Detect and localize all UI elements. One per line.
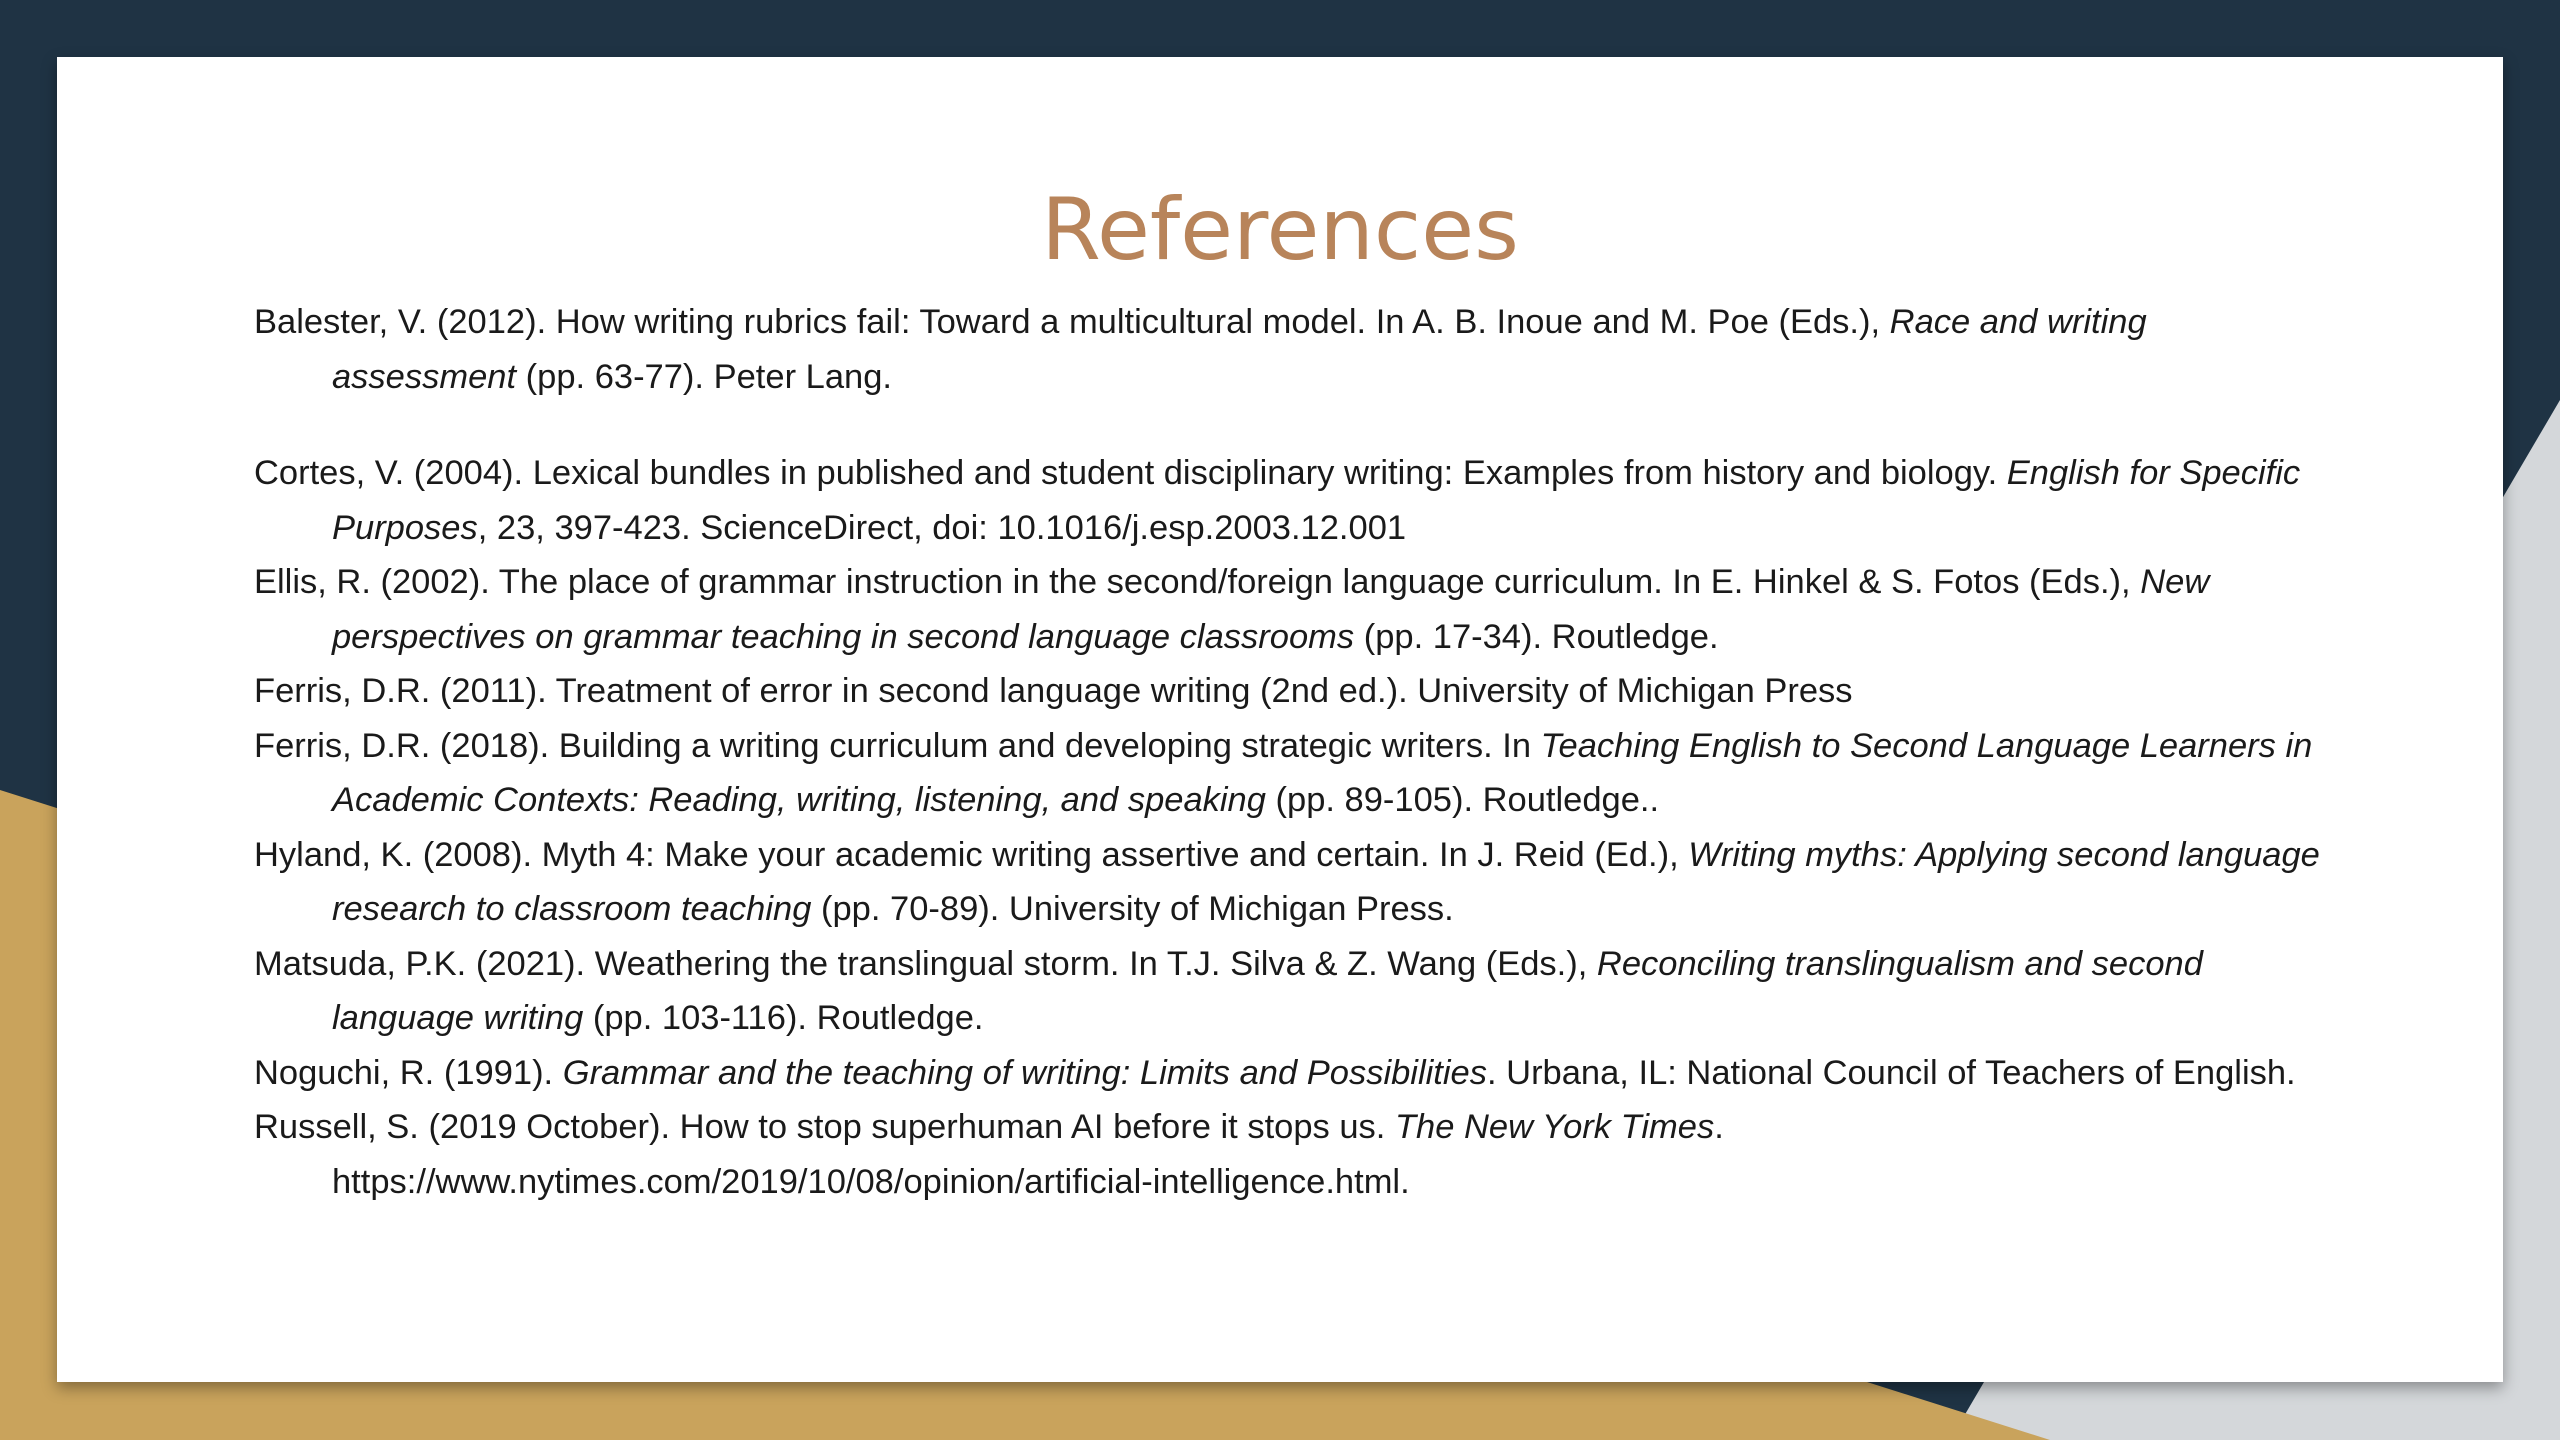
reference-list: [254, 295, 2334, 1209]
reference-entry: Matsuda, P.K. (2021). Weathering the translingual storm. In T.J. Silva & Z. Wang (Eds.), Reconciling translingualism and second language writing (pp. 103-116). Routledge.: [254, 944, 2203, 1037]
reference-entry: Russell, S. (2019 October). How to stop superhuman AI before it stops us. The New York Times. https://www.nytimes.com/2019/10/08/opinion/artificial-intelligence.html.: [254, 1108, 1724, 1201]
slide-card: [57, 57, 2503, 1382]
reference-entry: Ferris, D.R. (2011). Treatment of error in second language writing (2nd ed.). University of Michigan Press: [254, 672, 1853, 710]
reference-entry: Ellis, R. (2002). The place of grammar instruction in the second/foreign language curriculum. In E. Hinkel & S. Fotos (Eds.), New perspectives on grammar teaching in second language classrooms (pp. 17-34). Routledge.: [254, 563, 2210, 656]
reference-entry: Hyland, K. (2008). Myth 4: Make your academic writing assertive and certain. In J. Reid (Ed.), Writing myths: Applying second language research to classroom teaching (pp. 70-89). University of Michigan Press.: [254, 835, 2320, 928]
reference-entry: Balester, V. (2012). How writing rubrics fail: Toward a multicultural model. In A. B. Inoue and M. Poe (Eds.), Race and writing assessment (pp. 63-77). Peter Lang.: [254, 303, 2147, 396]
reference-entry: Ferris, D.R. (2018). Building a writing curriculum and developing strategic writers. In Teaching English to Second Language Learners in Academic Contexts: Reading, writing, listening, and speaking (pp. 89-105). Routledge..: [254, 726, 2313, 819]
page-title: References: [1041, 180, 1519, 280]
reference-entry: Noguchi, R. (1991). Grammar and the teaching of writing: Limits and Possibilities. Urbana, IL: National Council of Teachers of English.: [254, 1053, 2296, 1092]
reference-entry: Cortes, V. (2004). Lexical bundles in published and student disciplinary writing: Examples from history and biology. English for Specific Purposes, 23, 397-423. ScienceDirect, doi: 10.1016/j.esp.2003.12.001: [254, 454, 2301, 547]
